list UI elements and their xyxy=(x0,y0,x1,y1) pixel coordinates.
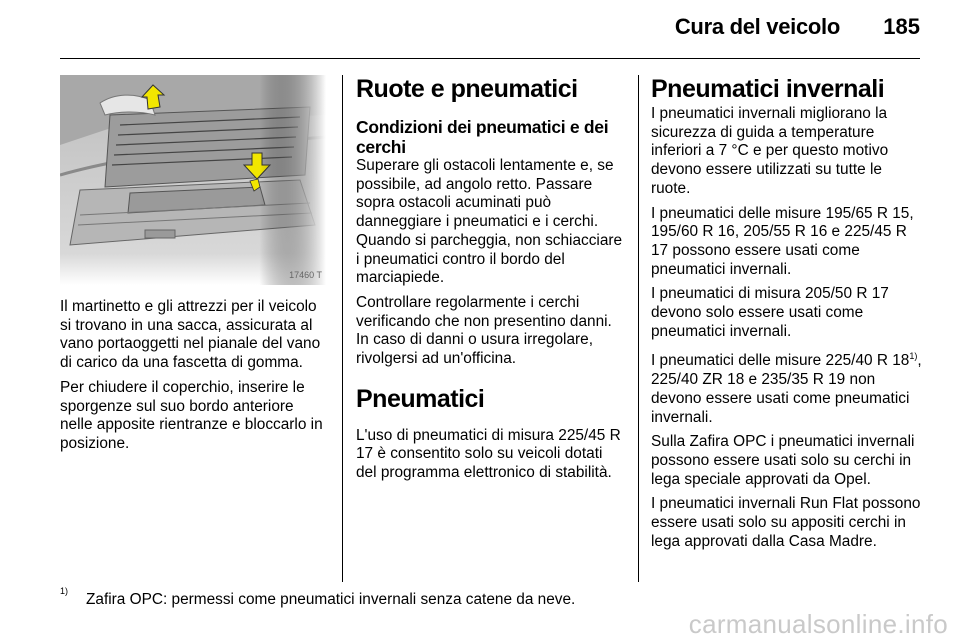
footnote-marker: 1) xyxy=(60,586,69,596)
paragraph: I pneumatici delle misure 195/65 R 15, 195/60 R 16, 205/55 R 16 e 225/45 R 17 possono essere usati come pneumatici invernali. xyxy=(651,204,914,278)
watermark: carmanualsonline.info xyxy=(688,609,948,639)
section-heading: Ruote e pneumatici xyxy=(356,75,578,103)
paragraph xyxy=(651,347,923,427)
paragraph: Controllare regolarmente i cerchi verificando che non presentino danni. In caso di danni o usura irregolare, rivolgersi ad un'officina. xyxy=(356,293,612,368)
paragraph: I pneumatici invernali migliorano la sicurezza di guida a temperature inferiori a 7 °C e per questo motivo devono essere utilizzati su tutte le ruote. xyxy=(651,105,889,197)
section-heading: Pneumatici invernali xyxy=(651,75,885,103)
paragraph: Il martinetto e gli attrezzi per il veicolo si trovano in una sacca, assicurata al vano portaoggetti nel pianale del vano di carico da una fascetta di gomma. xyxy=(60,298,321,372)
paragraph: I pneumatici invernali Run Flat possono essere usati solo su appositi cerchi in lega approvati dalla Casa Madre. xyxy=(651,495,921,550)
paragraph: Sulla Zafira OPC i pneumatici invernali possono essere usati solo su cerchi in lega speciale approvati da Opel. xyxy=(651,433,915,488)
paragraph-text: , 225/40 ZR 18 e 235/35 R 19 non devono essere usati come pneumatici invernali. xyxy=(651,352,922,426)
column-divider-1 xyxy=(342,75,343,582)
paragraph-text: I pneumatici delle misure 225/40 R 18 xyxy=(651,352,910,370)
page-header-title: Cura del veicolo xyxy=(674,14,840,39)
paragraph: L'uso di pneumatici di misura 225/45 R 17 è consentito solo su veicoli dotati del programma elettronico di stabilità. xyxy=(356,426,621,482)
footnote-reference: 1) xyxy=(909,351,918,362)
trunk-floor-illustration xyxy=(60,75,326,285)
paragraph: Per chiudere il coperchio, inserire le sporgenze sul suo bordo anteriore nelle apposite rientranze e bloccarlo in posizione. xyxy=(60,378,323,452)
section-heading: Pneumatici xyxy=(356,384,485,413)
subsection-heading: Condizioni dei pneumatici e dei cerchi xyxy=(356,117,609,157)
column-3 xyxy=(651,75,923,558)
image-reference-code: 17460 T xyxy=(289,270,322,281)
paragraph: I pneumatici di misura 205/50 R 17 devono solo essere usati come pneumatici invernali. xyxy=(651,285,889,340)
page-number: 185 xyxy=(883,14,920,39)
paragraph: Superare gli ostacoli lentamente e, se possibile, ad angolo retto. Passare sopra ostacoli acuminati può danneggiare i pneumatici e i cerchi. Quando si parcheggia, non schiacciare i pneumatici contro il bordo del marciapiede. xyxy=(356,157,623,287)
column-1 xyxy=(60,75,328,460)
column-2 xyxy=(356,75,624,489)
trunk-floor-drawing xyxy=(60,75,326,285)
footnote-text: Zafira OPC: permessi come pneumatici invernali senza catene da neve. xyxy=(86,591,576,609)
header-rule xyxy=(60,58,920,59)
footnote xyxy=(60,586,576,609)
column-divider-2 xyxy=(638,75,639,582)
